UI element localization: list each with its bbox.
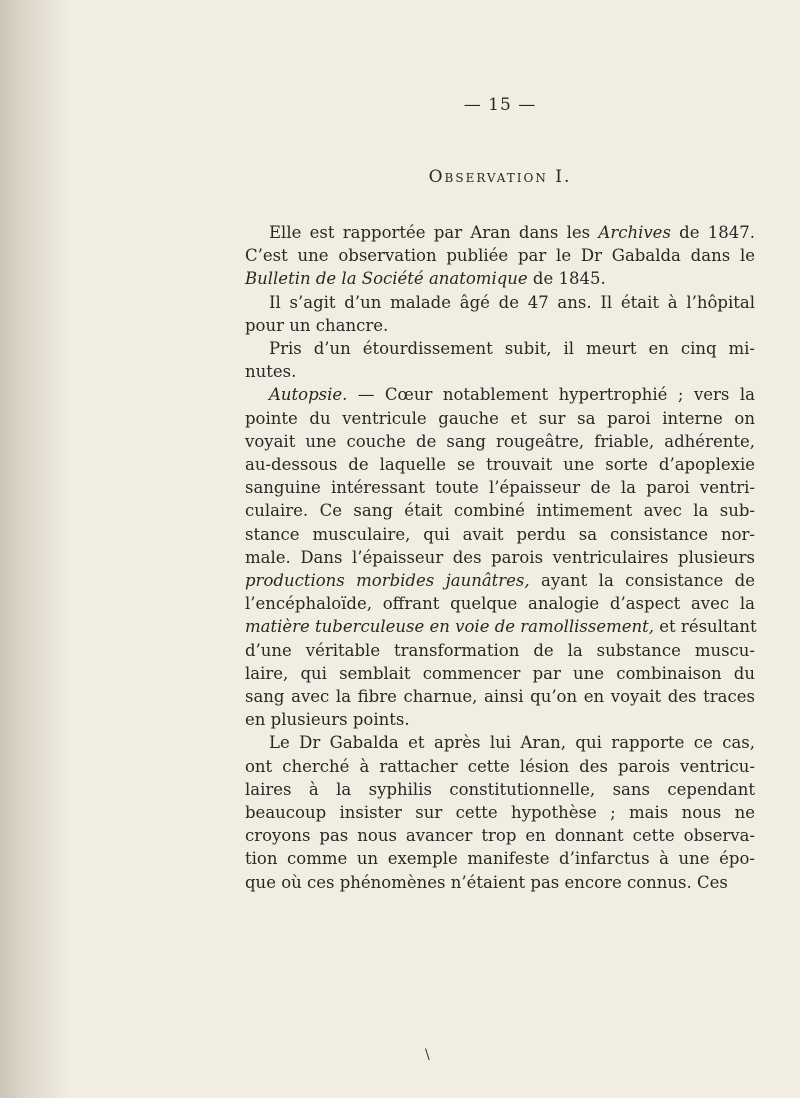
text-run: culaire. Ce sang était combiné intimement avec la sub-: [245, 501, 755, 521]
text-run: au-dessous de laquelle se trouvait une sorte d’apoplexie: [245, 455, 755, 475]
text-line: [245, 778, 755, 801]
text-line: [245, 592, 755, 615]
text-run: que où ces phénomènes n’étaient pas encore connus. Ces: [245, 872, 728, 892]
text-line: [245, 337, 755, 360]
text-line: [245, 267, 755, 290]
text-line: [245, 824, 755, 847]
text-line: [245, 639, 755, 662]
text-line: [245, 708, 755, 731]
text-run: de 1845.: [527, 269, 606, 289]
italic-run: matière tuberculeuse en voie de ramollissement,: [245, 617, 655, 637]
text-line: [245, 755, 755, 778]
text-run: male. Dans l’épaisseur des parois ventriculaires plusieurs: [245, 547, 755, 567]
text-line: [245, 314, 755, 337]
italic-run: productions morbides jaunâtres,: [245, 571, 530, 591]
paragraph-p1: [245, 221, 755, 291]
text-line: [245, 615, 755, 638]
text-run: ont cherché à rattacher cette lésion des parois ventricu-: [245, 756, 755, 776]
text-run: stance musculaire, qui avait perdu sa consistance nor-: [245, 524, 755, 544]
text-line: [245, 383, 755, 406]
text-run: et résultant: [654, 617, 757, 637]
text-line: [245, 662, 755, 685]
text-run: — Cœur notablement hypertrophié ; vers la: [347, 385, 755, 405]
text-run: C’est une observation publiée par le Dr Gabalda dans le: [245, 246, 755, 266]
text-line: [245, 499, 755, 522]
text-run: laires à la syphilis constitutionnelle, sans cependant: [245, 779, 755, 799]
text-run: ayant la consistance de: [529, 571, 755, 591]
text-run: Pris d’un étourdissement subit, il meurt en cinq mi-: [269, 339, 755, 359]
text-line: [245, 430, 755, 453]
document-page: [245, 95, 755, 894]
page-number: — 15 —: [463, 95, 537, 115]
text-line: [245, 244, 755, 267]
text-line: [245, 847, 755, 870]
text-run: pour un chancre.: [245, 315, 389, 335]
text-run: de 1847.: [670, 223, 755, 242]
italic-run: Autopsie.: [269, 385, 348, 405]
paragraph-p5: [245, 731, 755, 893]
text-run: en plusieurs points.: [245, 710, 410, 730]
text-run: Le Dr Gabalda et après lui Aran, qui rapporte ce cas,: [269, 733, 755, 753]
text-run: tion comme un exemple manifeste d’infarctus à une épo-: [245, 849, 755, 869]
page-edge-shadow: [0, 0, 70, 1098]
italic-run: Bulletin de la Société anatomique: [245, 269, 528, 289]
text-line: [245, 546, 755, 569]
paragraph-p3: [245, 337, 755, 383]
stray-mark: \: [425, 1047, 430, 1063]
text-run: nutes.: [245, 362, 297, 382]
body-text: [245, 221, 755, 894]
text-line: [245, 360, 755, 383]
text-line: [245, 731, 755, 754]
text-line: [245, 476, 755, 499]
text-run: laire, qui semblait commencer par une combinaison du: [245, 663, 755, 683]
text-run: croyons pas nous avancer trop en donnant cette observa-: [245, 826, 755, 846]
text-line: [245, 453, 755, 476]
text-run: sanguine intéressant toute l’épaisseur de la paroi ventri-: [245, 478, 755, 498]
text-line: [245, 685, 755, 708]
text-line: [245, 871, 755, 894]
text-line: [245, 407, 755, 430]
section-heading: Observation I.: [428, 167, 572, 187]
paragraph-p4: [245, 383, 755, 731]
paragraph-p2: [245, 291, 755, 337]
text-line: [245, 801, 755, 824]
text-run: d’une véritable transformation de la substance muscu-: [245, 640, 755, 660]
text-run: pointe du ventricule gauche et sur sa paroi interne on: [245, 408, 755, 428]
text-line: [245, 221, 755, 244]
text-line: [245, 523, 755, 546]
text-line: [245, 569, 755, 592]
italic-run: Archives: [598, 223, 671, 242]
text-run: Elle est rapportée par Aran dans les: [269, 223, 599, 242]
text-run: beaucoup insister sur cette hypothèse ; mais nous ne: [245, 803, 755, 823]
text-run: sang avec la fibre charnue, ainsi qu’on en voyait des traces: [245, 687, 755, 707]
text-run: l’encéphaloïde, offrant quelque analogie d’aspect avec la: [245, 594, 755, 614]
text-run: Il s’agit d’un malade âgé de 47 ans. Il était à l’hôpital: [269, 292, 755, 312]
text-run: voyait une couche de sang rougeâtre, friable, adhérente,: [245, 431, 755, 451]
text-line: [245, 291, 755, 314]
